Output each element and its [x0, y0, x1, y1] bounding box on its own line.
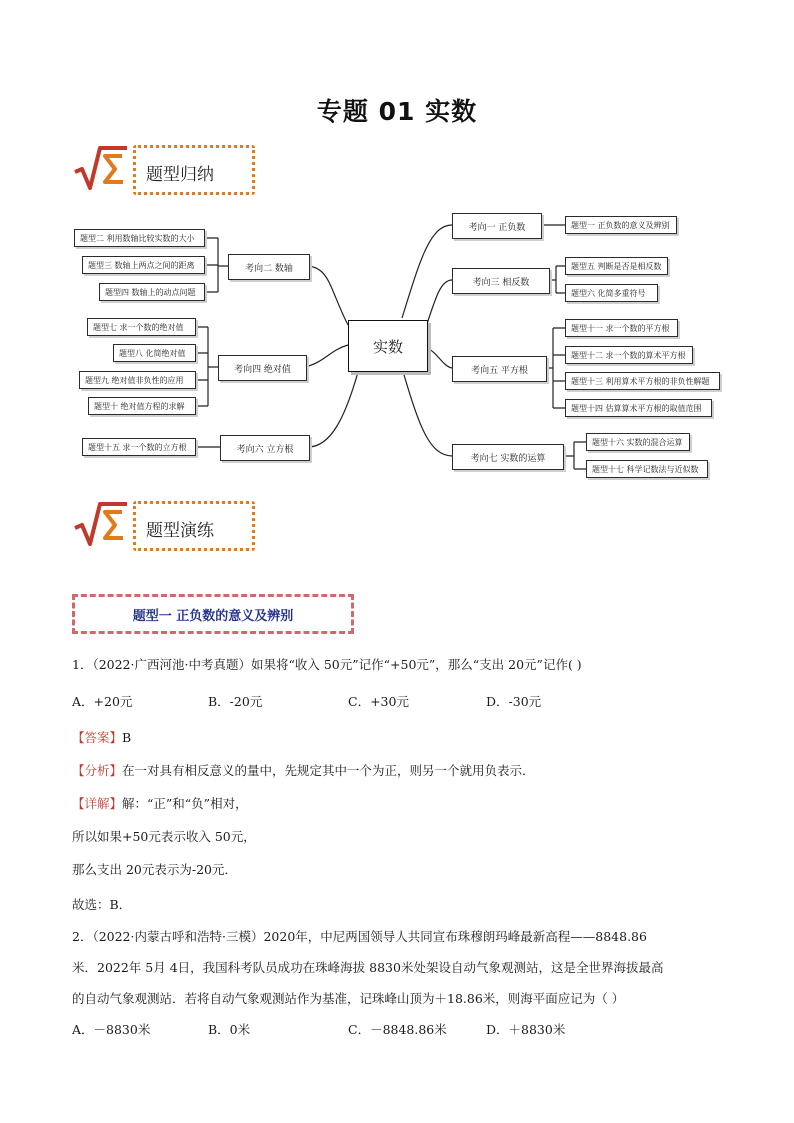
- mindmap-leaf: 题型六 化简多重符号: [565, 284, 658, 302]
- mindmap-leaf: 题型一 正负数的意义及辨别: [565, 216, 677, 234]
- mindmap-leaf: 题型四 数轴上的动点问题: [99, 283, 205, 301]
- mindmap-leaf: 题型十 绝对值方程的求解: [88, 397, 196, 415]
- q2-option-a: A．－8830米: [72, 1022, 151, 1037]
- q1-stem: 1．（2022·广西河池·中考真题）如果将“收入 50元”记作“+50元”，那么“支出 20元”记作( ): [72, 657, 582, 672]
- mindmap-leaf: 题型十一 求一个数的平方根: [565, 319, 678, 337]
- q1-option-c: C．+30元: [348, 694, 409, 709]
- mindmap-leaf: 题型十六 实数的混合运算: [586, 433, 690, 451]
- mindmap-leaf: 题型十七 科学记数法与近似数: [586, 460, 708, 478]
- mindmap-leaf: 题型十三 利用算术平方根的非负性解题: [565, 372, 720, 390]
- section-title-practice: 题型演练: [146, 521, 214, 541]
- mindmap-leaf: 题型八 化简绝对值: [113, 344, 196, 362]
- detail-text: 解：“正”和“负”相对，: [122, 796, 248, 811]
- mindmap-head-absolute: 考向四 绝对值: [218, 355, 307, 381]
- mindmap-leaf: 题型七 求一个数的绝对值: [87, 318, 196, 336]
- mindmap-leaf: 题型十五 求一个数的立方根: [82, 438, 196, 456]
- q2-option-b: B．0米: [208, 1022, 251, 1037]
- mindmap-center: 实数: [348, 320, 428, 372]
- detail-label: 【详解】: [72, 796, 123, 811]
- sqrt-sigma-icon: [72, 498, 128, 548]
- page-title: 专题 01 实数: [316, 97, 478, 126]
- mindmap-leaf: 题型十二 求一个数的算术平方根: [565, 346, 693, 364]
- q2-line-2: 米．2022年 5月 4日，我国科考队员成功在珠峰海拔 8830米处架设自动气象观测站，这是全世界海拔最高: [72, 960, 664, 975]
- q1-option-b: B．-20元: [208, 694, 263, 709]
- q1-detail-3: 那么支出 20元表示为-20元．: [72, 862, 238, 877]
- mindmap-head-sqrt: 考向五 平方根: [452, 356, 547, 382]
- mindmap-leaf: 题型五 判断是否是相反数: [565, 257, 668, 275]
- mindmap-leaf: 题型十四 估算算术平方根的取值范围: [565, 399, 712, 417]
- section-title-summary: 题型归纳: [146, 165, 214, 185]
- q1-detail: [72, 794, 248, 812]
- q2-option-d: D．＋8830米: [486, 1022, 566, 1037]
- answer-label: 【答案】: [72, 730, 123, 745]
- mindmap-leaf: 题型九 绝对值非负性的应用: [79, 371, 196, 389]
- q1-option-a: A．+20元: [72, 694, 133, 709]
- q1-analysis: [72, 761, 535, 779]
- mindmap-head-opposite: 考向三 相反数: [452, 268, 550, 294]
- q2-line-1: 2．（2022·内蒙古呼和浩特·三模）2020年，中尼两国领导人共同宣布珠穆朗玛峰最新高程——8848.86: [72, 929, 647, 944]
- analysis-text: 在一对具有相反意义的量中，先规定其中一个为正，则另一个就用负表示．: [122, 763, 535, 778]
- q1-choose: 故选：B．: [72, 897, 132, 912]
- q1-answer: [72, 728, 131, 746]
- mindmap-head-operations: 考向七 实数的运算: [452, 444, 564, 470]
- q2-line-3: 的自动气象观测站．若将自动气象观测站作为基准，记珠峰山顶为＋18.86米，则海平面应记为（ ）: [72, 991, 625, 1006]
- mindmap-head-cuberoot: 考向六 立方根: [220, 435, 310, 461]
- q2-option-c: C．－8848.86米: [348, 1022, 447, 1037]
- answer-value: B: [122, 730, 132, 745]
- q1-option-d: D．-30元: [486, 694, 542, 709]
- mindmap-head-signs: 考向一 正负数: [452, 213, 542, 239]
- q1-detail-2: 所以如果+50元表示收入 50元，: [72, 829, 256, 844]
- mindmap-head-axis: 考向二 数轴: [228, 254, 310, 280]
- mindmap-leaf: 题型二 利用数轴比较实数的大小: [74, 229, 205, 247]
- analysis-label: 【分析】: [72, 763, 123, 778]
- type-banner: 题型一 正负数的意义及辨别: [72, 594, 354, 634]
- mindmap-leaf: 题型三 数轴上两点之间的距离: [82, 256, 205, 274]
